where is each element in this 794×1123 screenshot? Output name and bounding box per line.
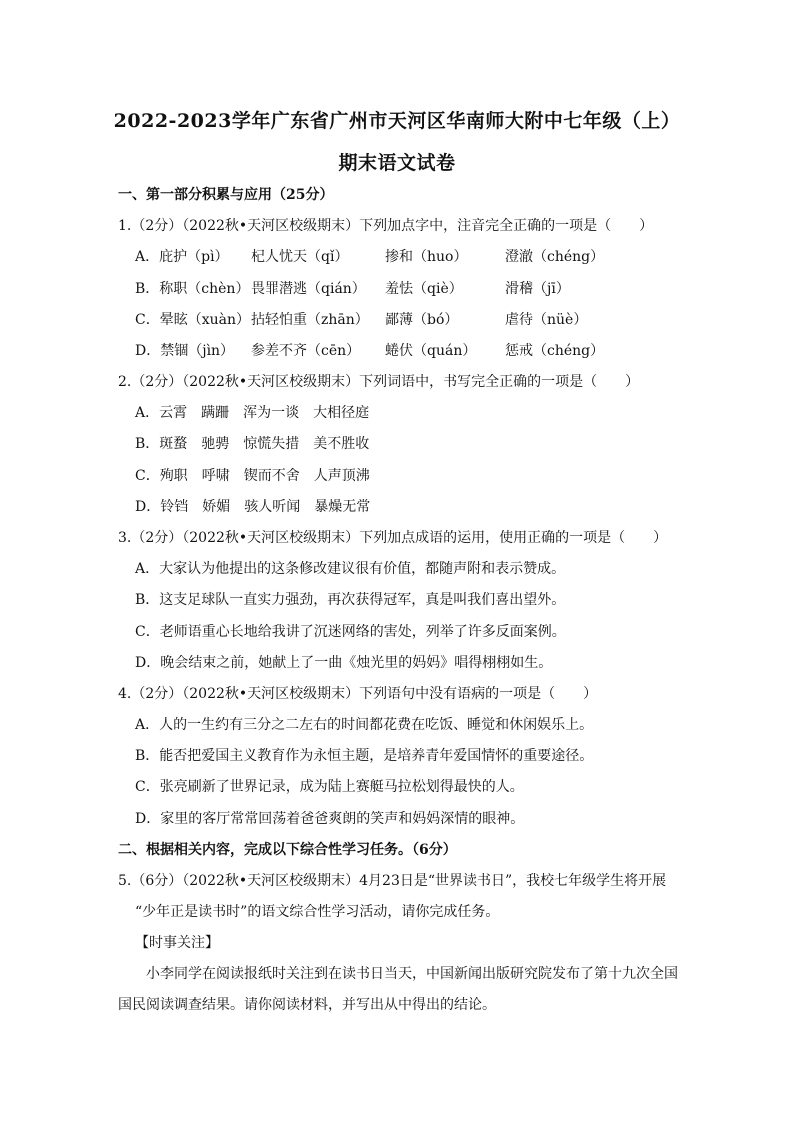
q1-d-item: 惩戒（chéng） — [505, 343, 605, 359]
q1-option-d — [135, 341, 604, 361]
question-5-stem-line1: 5.（6分）（2022秋•天河区校级期末）4月23日是“世界读书日”，我校七年级学生将开展 — [118, 873, 667, 889]
q1-a-item: 澄澈（chéng） — [505, 249, 605, 265]
question-5-subheading: 【时事关注】 — [135, 935, 219, 951]
q4-option-b: B．能否把爱国主义教育作为永恒主题，是培养青年爱国情怀的重要途径。 — [135, 748, 594, 764]
q1-c-item: 拈轻怕重（zhān） — [251, 312, 369, 328]
q1-c-item: 虐待（nüè） — [505, 312, 588, 328]
q1-c-item: C．晕眩（xuàn） — [135, 312, 250, 328]
q3-option-b: B．这支足球队一直实力强劲，再次获得冠军，真是叫我们喜出望外。 — [135, 592, 566, 608]
section-heading-2: 二、根据相关内容，完成以下综合性学习任务。（6分） — [118, 842, 457, 858]
q1-b-item: 畏罪潜逃（qián） — [251, 281, 366, 297]
q1-b-item: 羞怯（qiè） — [385, 281, 463, 297]
q4-option-d: D．家里的客厅常常回荡着爸爸爽朗的笑声和妈妈深情的眼神。 — [135, 811, 525, 827]
question-4-stem: 4.（2分）（2022秋•天河区校级期末）下列语句中没有语病的一项是（ ） — [118, 686, 598, 702]
q1-option-b — [135, 279, 570, 299]
q4-option-c: C．张亮刷新了世界记录，成为陆上赛艇马拉松划得最快的人。 — [135, 779, 524, 795]
q1-option-a — [135, 247, 604, 267]
exam-title-line2: 期末语文试卷 — [338, 152, 456, 174]
q1-a-item: A．庇护（pì） — [135, 249, 229, 265]
q1-b-item: B．称职（chèn） — [135, 281, 250, 297]
q1-b-item: 滑稽（jī） — [505, 281, 570, 297]
q1-c-item: 鄙薄（bó） — [385, 312, 459, 328]
question-1-stem: 1.（2分）（2022秋•天河区校级期末）下列加点字中，注音完全正确的一项是（ ） — [118, 218, 654, 234]
q1-d-item: 蜷伏（quán） — [385, 343, 477, 359]
q4-option-a: A．人的一生约有三分之二左右的时间都花费在吃饭、睡觉和休闲娱乐上。 — [135, 717, 594, 733]
question-5-paragraph: 小李同学在阅读报纸时关注到在读书日当天，中国新闻出版研究院发布了第十九次全国国民阅读调查结果。请你阅读材料，并写出从中得出的结论。 — [118, 966, 678, 1013]
q1-option-c — [135, 310, 587, 330]
q2-option-b: B．斑蝥 驰骋 惊慌失措 美不胜收 — [135, 436, 370, 452]
question-3-stem: 3.（2分）（2022秋•天河区校级期末）下列加点成语的运用，使用正确的一项是（ ） — [118, 530, 668, 546]
exam-title-line1: 2022-2023学年广东省广州市天河区华南师大附中七年级（上） — [113, 110, 681, 132]
q1-d-item: D．禁锢（jìn） — [135, 343, 235, 359]
q3-option-d: D．晚会结束之前，她献上了一曲《烛光里的妈妈》唱得栩栩如生。 — [135, 655, 553, 671]
question-5-stem-line2: “少年正是读书时”的语文综合性学习活动，请你完成任务。 — [135, 904, 500, 920]
q1-a-item: 掺和（huo） — [385, 249, 468, 265]
question-2-stem: 2.（2分）（2022秋•天河区校级期末）下列词语中，书写完全正确的一项是（ ） — [118, 374, 640, 390]
q2-option-d: D．铃铛 娇媚 骇人听闻 暴燥无常 — [135, 499, 371, 515]
q2-option-c: C．殉职 呼啸 锲而不舍 人声顶沸 — [135, 468, 370, 484]
q1-d-item: 参差不齐（cēn） — [251, 343, 361, 359]
q3-option-a: A．大家认为他提出的这条修改建议很有价值，都随声附和表示赞成。 — [135, 561, 566, 577]
q1-a-item: 杞人忧天（qǐ） — [251, 249, 349, 265]
section-heading-1: 一、第一部分积累与应用（25分） — [118, 187, 334, 203]
q2-option-a: A．云霄 蹒跚 浑为一谈 大相径庭 — [135, 405, 370, 421]
q3-option-c: C．老师语重心长地给我讲了沉迷网络的害处，列举了许多反面案例。 — [135, 624, 566, 640]
